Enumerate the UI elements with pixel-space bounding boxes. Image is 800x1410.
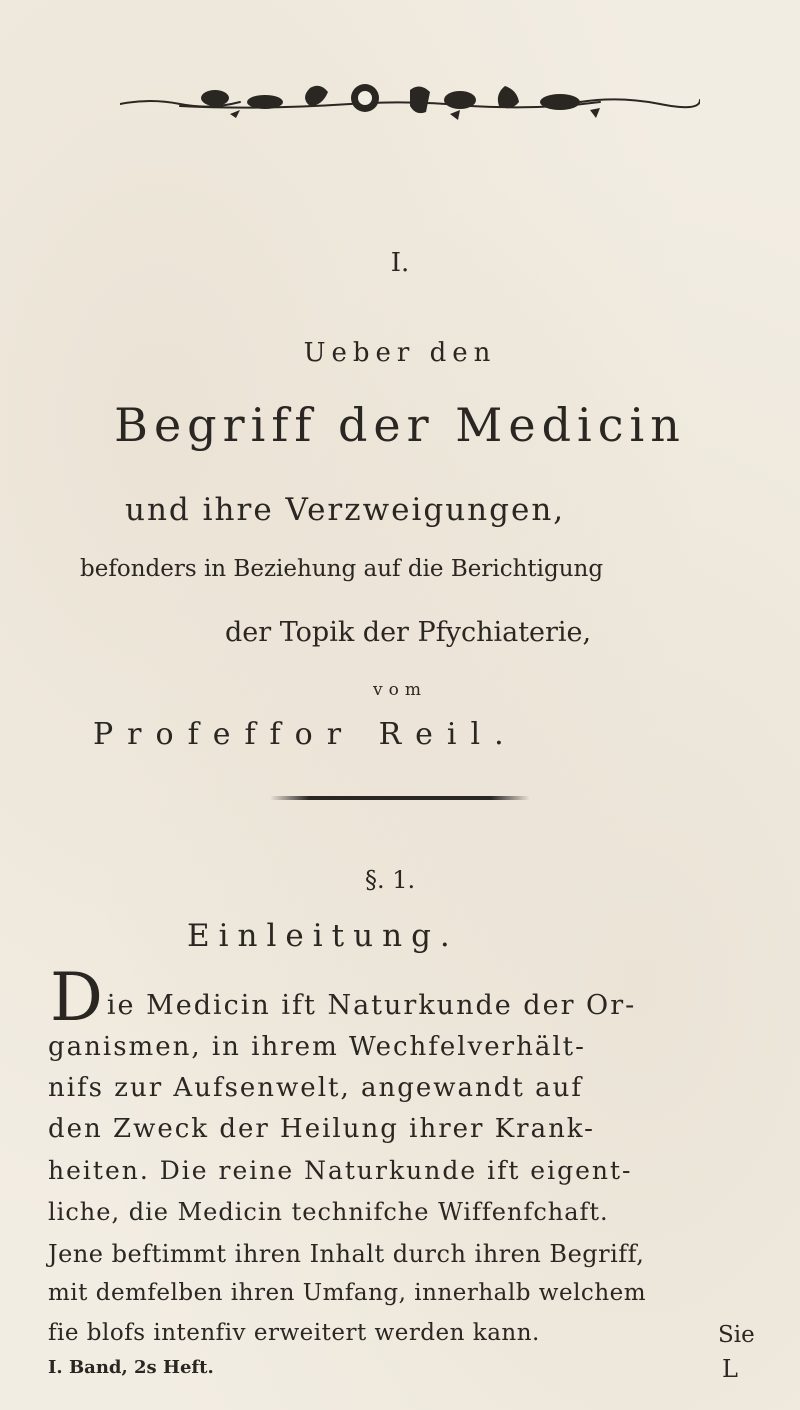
body-line-9: fie blofs intenfiv erweitert werden kann. [48, 1320, 540, 1346]
body-line-1 [50, 959, 637, 1036]
section-title: Einleitung. [187, 918, 459, 954]
body-line-4: den Zweck der Heilung ihrer Krank- [48, 1114, 595, 1144]
floral-headpiece-icon [120, 80, 700, 120]
body-line-1-text: ie Medicin ift Naturkunde der Or- [106, 990, 637, 1021]
divider-rule [270, 796, 530, 800]
title-line-verzweigungen: und ihre Verzweigungen, [125, 492, 566, 528]
body-line-2: ganismen, in ihrem Wechfelverhält- [48, 1032, 586, 1062]
section-number: §. 1. [365, 866, 416, 894]
body-line-7: Jene beftimmt ihren Inhalt durch ihren Begriff, [48, 1240, 645, 1268]
drop-cap: D [50, 959, 105, 1036]
chapter-number: I. [390, 248, 410, 278]
title-line-begriff: Begriff der Medicin [114, 398, 686, 452]
body-line-6: liche, die Medicin technifche Wiffenfchaft. [48, 1198, 609, 1226]
subtitle-beziehung: befonders in Beziehung auf die Berichtigung [80, 556, 604, 582]
byline-vom: vom [373, 680, 427, 700]
signature-mark: L [722, 1355, 738, 1383]
body-line-5: heiten. Die reine Naturkunde ift eigent- [48, 1156, 633, 1185]
subtitle-topik: der Topik der Pfychiaterie, [225, 617, 592, 648]
catchword: Sie [718, 1322, 755, 1348]
signature-volume: I. Band, 2s Heft. [48, 1357, 214, 1378]
body-line-8: mit demfelben ihren Umfang, innerhalb welchem [48, 1280, 647, 1306]
body-line-3: nifs zur Aufsenwelt, angewandt auf [48, 1073, 583, 1103]
author-name: Profeffor Reil. [93, 717, 518, 752]
title-line-ueber-den: Ueber den [303, 338, 497, 368]
